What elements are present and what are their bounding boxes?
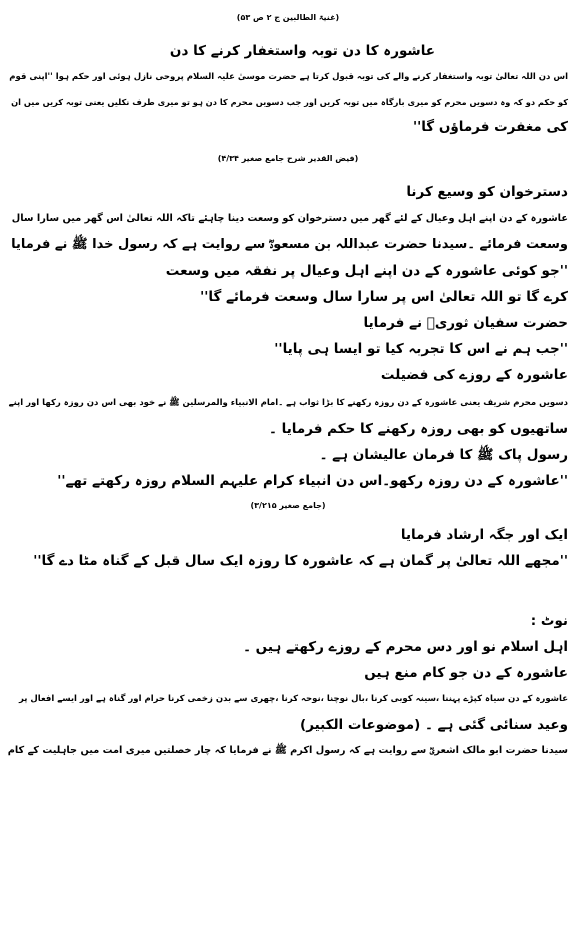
paragraph-line: اہل اسلام نو اور دس محرم کے روزے رکھتے ہیں ۔	[243, 639, 568, 655]
hadith-quote-line: ''عاشورہ کے دن روزہ رکھو۔اس دن انبیاء کرام علیہم السلام روزہ رکھتے تھے''	[57, 473, 568, 489]
hadith-quote-line: ''جو کوئی عاشورہ کے دن اپنے اہل وعیال پر نفقہ میں وسعت	[165, 263, 568, 279]
paragraph-line: حضرت سفیان ثوریؒ نے فرمایا	[363, 315, 568, 331]
reference-jami-saghir: (جامع صغیر ۳/۲۱۵)	[250, 501, 326, 510]
heading-fasting-virtue: عاشورہ کے روزے کی فضیلت	[380, 367, 568, 383]
paragraph-line: عاشورہ کے دن سیاہ کپڑے پہننا ،سینہ کوبی کرنا ،بال نوچنا ،نوحہ کرنا ،چھری سے بدن زخمی کرنا حرام اور گناہ ہے اور ایسے افعال پر	[18, 694, 568, 704]
paragraph-line: دسویں محرم شریف یعنی عاشورہ کے دن روزہ رکھنے کا بڑا ثواب ہے ۔امام الانبیاء والمرسلین ﷺ نے خود بھی اس دن روزہ رکھا اور اپنے	[8, 398, 568, 408]
paragraph-line: رسول پاک ﷺ کا فرمان عالیشان ہے ۔	[319, 447, 568, 463]
paragraph-line: ایک اور جگہ ارشاد فرمایا	[400, 527, 568, 543]
hadith-quote-line: ''مجھے اللہ تعالیٰ پر گمان ہے کہ عاشورہ کا روزہ ایک سال قبل کے گناہ مٹا دے گا''	[33, 553, 568, 569]
hadith-quote-line: کرے گا تو اللہ تعالیٰ اس پر سارا سال وسعت فرمائے گا''	[200, 289, 568, 305]
paragraph-line: وعید سنائی گئی ہے ۔ (موضوعات الکبیر)	[300, 717, 568, 733]
heading-forbidden-acts: عاشورہ کے دن جو کام منع ہیں	[364, 665, 568, 681]
heading-note: نوٹ :	[530, 613, 568, 629]
heading-repentance-day: عاشورہ کا دن توبہ واستغفار کرنے کا دن	[169, 43, 435, 59]
paragraph-line: وسعت فرمائے ۔سیدنا حضرت عبداللہ بن مسعودؓ سے روایت ہے کہ رسول خدا ﷺ نے فرمایا	[11, 237, 568, 252]
paragraph-line: کی مغفرت فرماؤں گا''	[412, 119, 568, 135]
paragraph-line: عاشورہ کے دن اپنے اہل وعیال کے لئے گھر میں دسترخوان کو وسعت دینا چاہئے تاکہ اللہ تعالیٰ اس گھر میں سارا سال	[11, 213, 568, 224]
heading-dastarkhwan: دسترخوان کو وسیع کرنا	[406, 184, 568, 200]
paragraph-line: کو حکم دو کہ وہ دسویں محرم کو میری بارگاہ میں توبہ کریں اور جب دسویں محرم کا دن ہو تو میری طرف نکلیں یعنی توبہ کریں میں ان	[11, 97, 568, 107]
reference-ghunya: (غنیۃ الطالبین ج ۲ ص ۵۳)	[236, 13, 340, 22]
reference-faiz-ul-qadeer: (فیض القدیر شرح جامع صغیر ۴/۳۴)	[217, 154, 359, 163]
paragraph-line: اس دن اللہ تعالیٰ توبہ واستغفار کرنے والے کی توبہ قبول کرتا ہے حضرت موسیٰ علیہ السلام پروحی نازل ہوئی اور حکم ہوا ''اپنی قوم	[9, 72, 568, 82]
quote-line: ''جب ہم نے اس کا تجربہ کیا تو ایسا ہی پایا''	[274, 341, 568, 357]
paragraph-line: ساتھیوں کو بھی روزہ رکھنے کا حکم فرمایا ۔	[269, 421, 568, 437]
paragraph-line: سیدنا حضرت ابو مالک اشعریؓ سے روایت ہے کہ رسول اکرم ﷺ نے فرمایا کہ چار خصلتیں میری امت میں جاہلیت کے کام	[7, 745, 568, 756]
